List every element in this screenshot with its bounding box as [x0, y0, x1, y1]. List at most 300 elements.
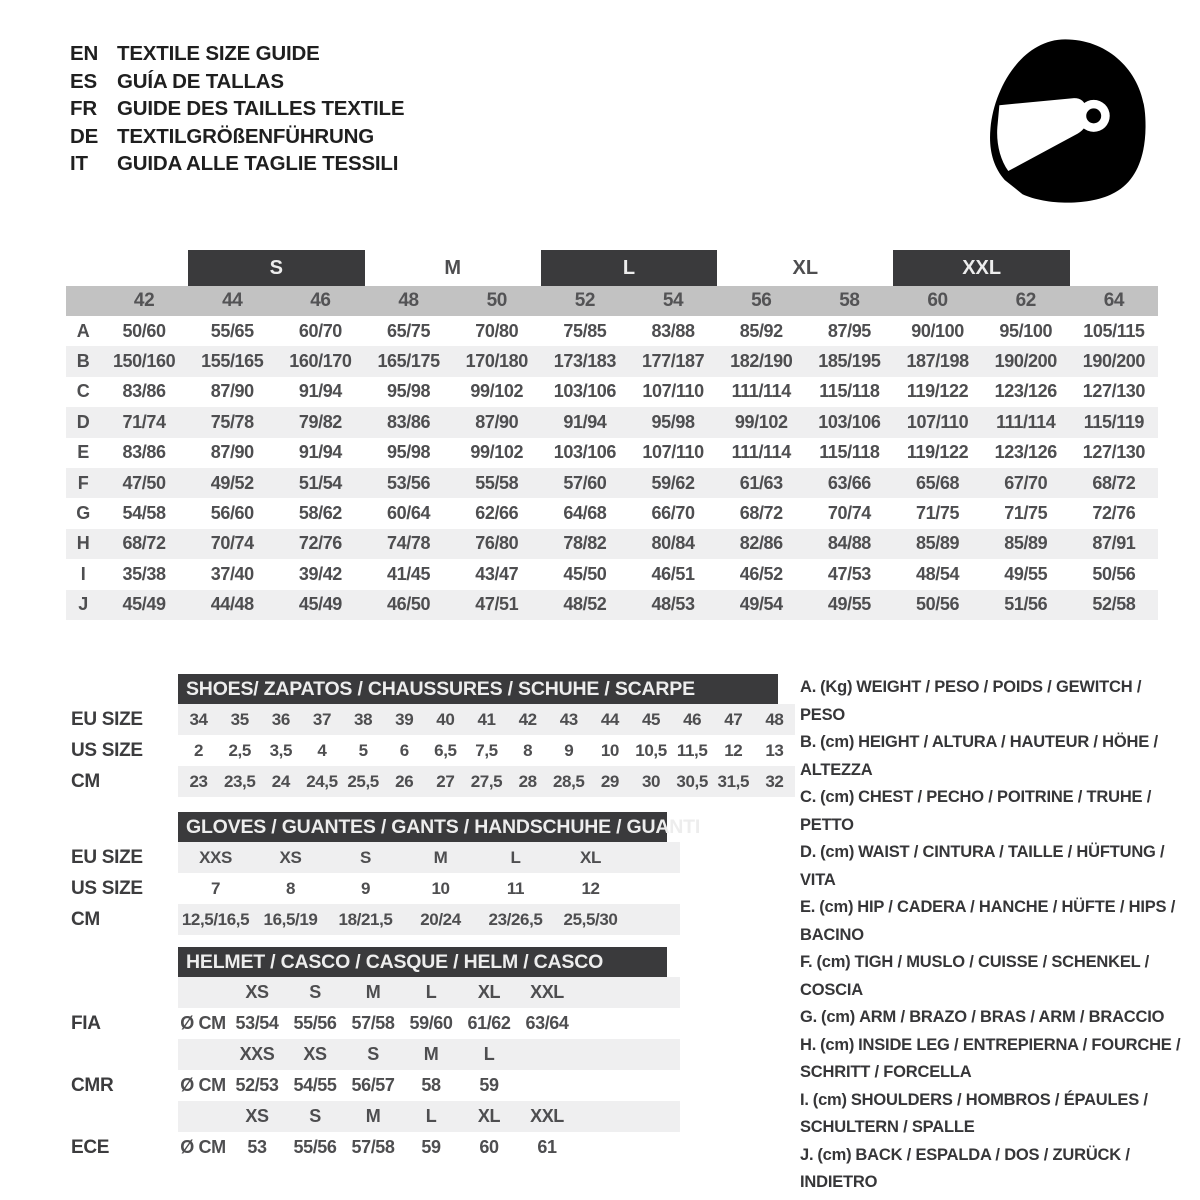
size-value: 47: [724, 709, 743, 729]
legend-item: [800, 894, 1192, 949]
helmet-size-table: [66, 947, 680, 1163]
size-value: 57/60: [563, 472, 607, 493]
size-value: 48/52: [563, 594, 607, 615]
size-value: 85/89: [916, 533, 960, 554]
helmet-size-label: M: [423, 1044, 439, 1064]
helmet-table-row: [66, 1008, 680, 1039]
legend-item: [800, 1032, 1192, 1087]
size-value: L: [510, 847, 521, 867]
size-value: 123/126: [994, 381, 1057, 402]
measurement-row: [66, 559, 1158, 589]
language-code: IT: [70, 152, 88, 175]
row-label: E: [77, 442, 89, 463]
size-value: 87/90: [210, 442, 254, 463]
size-value: 66/70: [651, 503, 695, 524]
row-label: A: [76, 320, 90, 341]
numeric-size: 48: [398, 290, 419, 311]
legend-item: [800, 784, 1192, 839]
helmet-size-label: XL: [477, 982, 501, 1002]
legend-item: [800, 1004, 1192, 1032]
size-value: 91/94: [563, 411, 607, 432]
size-value: 26: [395, 771, 414, 791]
language-row: [70, 95, 404, 123]
size-value: 46: [683, 709, 702, 729]
size-value: 28,5: [553, 771, 585, 791]
size-value: 43: [559, 709, 578, 729]
size-value: 170/180: [465, 351, 528, 372]
diameter-label: Ø CM: [180, 1137, 226, 1157]
sub-table-row: [66, 842, 680, 873]
size-value: 72/76: [298, 533, 342, 554]
size-value: 177/187: [641, 351, 705, 372]
row-values: [178, 873, 680, 904]
size-value: 91/94: [298, 381, 342, 402]
helmet-rows: [66, 977, 680, 1163]
row-label: US SIZE: [71, 877, 143, 899]
size-value: 7: [210, 878, 221, 898]
size-value: 37/40: [210, 563, 254, 584]
legend-unit: (cm): [817, 1145, 852, 1164]
size-value: 111/114: [731, 381, 791, 402]
legend-key: C.: [800, 788, 817, 806]
size-value: 13: [765, 740, 784, 760]
size-value: 99/102: [470, 442, 524, 463]
helmet-size-value: 57/58: [351, 1013, 395, 1033]
size-value: 23,5: [223, 771, 256, 791]
size-value: XXS: [199, 847, 232, 867]
legend-unit: (Kg): [820, 678, 853, 696]
size-value: 18/21,5: [338, 909, 393, 929]
row-values: [178, 977, 680, 1008]
size-value: 83/88: [651, 320, 695, 341]
helmet-size-label: M: [365, 982, 381, 1002]
size-value: 111/114: [996, 411, 1056, 432]
shoes-rows: [66, 704, 795, 797]
sub-table-row: [66, 873, 680, 904]
size-value: 71/74: [122, 411, 166, 432]
size-value: 16,5/19: [263, 909, 318, 929]
size-value: 87/90: [475, 411, 519, 432]
legend-key: D.: [800, 843, 817, 861]
legend-text: BACK / ESPALDA / DOS / ZURÜCK / INDIETRO: [800, 1145, 1130, 1191]
size-value: 9: [360, 878, 371, 898]
helmet-size-label: L: [425, 982, 437, 1002]
size-value: 36: [271, 709, 290, 729]
size-value: 83/86: [387, 411, 431, 432]
sub-table-row: [66, 704, 795, 735]
size-value: 68/72: [739, 503, 783, 524]
size-value: 160/170: [289, 351, 352, 372]
size-value: 48/53: [651, 594, 695, 615]
size-value: 68/72: [1092, 472, 1136, 493]
legend-unit: (cm): [819, 898, 854, 916]
standard-label: ECE: [71, 1136, 110, 1158]
helmet-size-label: XS: [245, 1106, 269, 1126]
size-value: 23: [189, 771, 208, 791]
numeric-size: 44: [222, 290, 243, 311]
legend-unit: (cm): [816, 953, 851, 971]
language-code: FR: [70, 97, 97, 120]
language-title: TEXTILGRÖßENFÜHRUNG: [117, 124, 374, 148]
helmet-size-value: 53: [247, 1137, 267, 1157]
size-value: 90/100: [911, 320, 964, 341]
helmet-table-row: [66, 1101, 680, 1132]
size-value: 99/102: [470, 381, 524, 402]
helmet-size-label: S: [309, 1106, 321, 1126]
size-value: 10: [600, 740, 619, 760]
size-value: 59/62: [651, 472, 695, 493]
size-value: 30,5: [676, 771, 708, 791]
helmet-size-label: XS: [245, 982, 269, 1002]
row-values: [178, 766, 795, 797]
measurement-row: [66, 407, 1158, 437]
size-value: 115/118: [819, 442, 880, 463]
size-value: 44/48: [210, 594, 254, 615]
row-label: D: [76, 411, 90, 432]
measurement-row: [66, 468, 1158, 498]
size-value: 103/106: [818, 411, 881, 432]
size-value: 38: [354, 709, 373, 729]
size-value: 41/45: [387, 563, 431, 584]
size-value: 24: [271, 771, 290, 791]
legend-key: J.: [800, 1145, 814, 1164]
gloves-table-title: GLOVES / GUANTES / GANTS / HANDSCHUHE / GUANTI: [178, 812, 667, 842]
row-label: H: [76, 533, 90, 554]
numeric-size: 60: [927, 290, 948, 311]
measurement-row: [66, 529, 1158, 559]
size-value: 51/54: [298, 472, 342, 493]
language-title-list: [70, 40, 404, 178]
standard-label: CMR: [71, 1074, 114, 1096]
size-value: 10: [431, 878, 450, 898]
helmet-size-label: M: [365, 1106, 381, 1126]
sub-table-row: [66, 904, 680, 935]
size-value: 35: [230, 709, 249, 729]
helmet-size-value: 53/54: [235, 1013, 279, 1033]
size-value: 95/98: [387, 442, 431, 463]
size-value: 63/66: [827, 472, 871, 493]
numeric-size: 58: [839, 290, 860, 311]
size-value: 74/78: [387, 533, 431, 554]
helmet-size-label: XXS: [239, 1044, 275, 1064]
size-value: 67/70: [1004, 472, 1048, 493]
size-value: 25,5/30: [563, 909, 618, 929]
size-value: 127/130: [1082, 381, 1146, 402]
size-value: 2: [194, 740, 204, 760]
helmet-size-label: XS: [303, 1044, 327, 1064]
size-value: 91/94: [298, 442, 342, 463]
size-value: 35/38: [122, 563, 166, 584]
size-value: 12: [724, 740, 743, 760]
size-value: 115/118: [819, 381, 880, 402]
size-value: 8: [523, 740, 533, 760]
size-value: 7,5: [475, 740, 498, 760]
size-value: 70/74: [827, 503, 871, 524]
size-value: XL: [580, 847, 601, 867]
helmet-size-value: 61/62: [467, 1013, 511, 1033]
size-value: 37: [312, 709, 332, 729]
helmet-table-title: HELMET / CASCO / CASQUE / HELM / CASCO: [178, 947, 667, 977]
legend-unit: (cm): [820, 1035, 855, 1054]
gloves-size-table: [66, 812, 701, 935]
helmet-size-value: 57/58: [351, 1137, 395, 1157]
legend-key: G.: [800, 1008, 818, 1026]
legend-unit: (cm): [821, 1008, 856, 1026]
size-value: 99/102: [734, 411, 788, 432]
legend-item: [800, 674, 1192, 729]
size-value: 64/68: [563, 503, 607, 524]
helmet-size-label: XXL: [530, 982, 564, 1002]
size-value: 65/68: [916, 472, 960, 493]
legend-key: I.: [800, 1090, 809, 1109]
helmet-size-label: S: [367, 1044, 379, 1064]
size-value: 62/66: [475, 503, 519, 524]
size-value: 87/95: [827, 320, 871, 341]
size-value: 3,5: [269, 740, 293, 760]
legend-text: HEIGHT / ALTURA / HAUTEUR / HÖHE / ALTEZZA: [800, 733, 1158, 779]
size-value: 8: [285, 878, 296, 898]
size-value: 45/50: [563, 563, 607, 584]
row-label: EU SIZE: [71, 708, 143, 730]
numeric-size: 64: [1103, 290, 1125, 311]
size-value: 71/75: [1004, 503, 1048, 524]
row-values: [178, 704, 795, 735]
language-row: [70, 68, 404, 96]
size-value: 20/24: [420, 909, 461, 929]
legend-key: E.: [800, 898, 816, 916]
size-value: 119/122: [906, 442, 969, 463]
row-label: CM: [71, 908, 100, 930]
legend-unit: (cm): [820, 788, 855, 806]
legend-key: H.: [800, 1035, 817, 1054]
measurement-row: [66, 498, 1158, 528]
size-group-xxl: XXL: [893, 250, 1069, 286]
size-value: 60/64: [387, 503, 431, 524]
size-value: 47/53: [827, 563, 871, 584]
size-value: XS: [279, 847, 302, 867]
measurement-legend: [800, 674, 1192, 1197]
helmet-size-value: 55/56: [293, 1013, 337, 1033]
row-values: [178, 1008, 680, 1039]
helmet-size-value: 55/56: [293, 1137, 337, 1157]
size-value: 78/82: [563, 533, 607, 554]
legend-key: F.: [800, 953, 813, 971]
size-value: 70/74: [210, 533, 254, 554]
numeric-size: 50: [486, 290, 507, 311]
language-title: TEXTILE SIZE GUIDE: [117, 42, 320, 65]
size-value: 105/115: [1083, 320, 1145, 341]
language-title: GUÍA DE TALLAS: [117, 69, 284, 93]
helmet-table-row: [66, 1039, 680, 1070]
helmet-size-value: 59: [421, 1137, 441, 1157]
row-label: F: [77, 472, 89, 493]
size-value: 27,5: [470, 771, 503, 791]
size-group-m: M: [444, 256, 461, 279]
numeric-size: 46: [310, 290, 331, 311]
size-value: 182/190: [730, 351, 793, 372]
numeric-size: 54: [662, 290, 684, 311]
language-row: [70, 123, 404, 151]
row-values: [178, 735, 795, 766]
size-value: 187/198: [906, 351, 969, 372]
size-group-s: S: [188, 250, 364, 286]
diameter-label: Ø CM: [180, 1013, 226, 1033]
numeric-size-row: [66, 286, 1158, 316]
size-value: 50/60: [122, 320, 166, 341]
size-value: 49/55: [827, 594, 871, 615]
size-value: 25,5: [347, 771, 379, 791]
size-value: 123/126: [994, 442, 1057, 463]
helmet-size-label: XL: [477, 1106, 501, 1126]
helmet-table-row: [66, 1070, 680, 1101]
numeric-size: 62: [1015, 290, 1036, 311]
helmet-size-label: L: [483, 1044, 495, 1064]
size-value: 45: [641, 709, 661, 729]
size-value: 107/110: [642, 381, 704, 402]
size-value: 119/122: [906, 381, 969, 402]
size-value: 83/86: [122, 381, 166, 402]
size-value: 103/106: [553, 442, 617, 463]
size-value: 95/98: [651, 411, 695, 432]
row-label: US SIZE: [71, 739, 143, 761]
legend-text: WEIGHT / PESO / POIDS / GEWITCH / PESO: [800, 678, 1142, 724]
helmet-size-label: S: [309, 982, 321, 1002]
size-value: 9: [564, 740, 574, 760]
size-value: 155/165: [201, 351, 264, 372]
size-value: 47/51: [475, 594, 519, 615]
standard-label: FIA: [71, 1012, 101, 1034]
size-value: 29: [600, 771, 619, 791]
size-value: 12: [581, 878, 600, 898]
legend-unit: (cm): [820, 733, 855, 751]
row-label: B: [76, 351, 90, 372]
legend-key: B.: [800, 733, 817, 751]
size-value: 41: [477, 709, 496, 729]
row-values: [178, 842, 680, 873]
size-value: 5: [358, 740, 368, 760]
size-value: 165/175: [377, 351, 440, 372]
size-value: 23/26,5: [488, 909, 543, 929]
size-value: 68/72: [122, 533, 166, 554]
helmet-size-value: 60: [479, 1137, 499, 1157]
size-value: 60/70: [298, 320, 342, 341]
legend-unit: (cm): [812, 1090, 847, 1109]
size-value: 2,5: [228, 740, 251, 760]
size-value: 61/63: [739, 472, 783, 493]
row-label: G: [76, 503, 90, 524]
size-value: 190/200: [1082, 351, 1146, 372]
size-value: 56/60: [210, 503, 254, 524]
legend-item: [800, 949, 1192, 1004]
helmet-table-row: [66, 1132, 680, 1163]
size-value: 107/110: [642, 442, 704, 463]
size-value: 49/52: [210, 472, 254, 493]
size-value: 40: [436, 709, 455, 729]
measurement-row: [66, 346, 1158, 376]
helmet-size-value: 52/53: [235, 1075, 279, 1095]
size-value: 150/160: [112, 351, 176, 372]
language-code: DE: [70, 124, 99, 148]
legend-key: A.: [800, 678, 817, 696]
size-value: 82/86: [739, 533, 783, 554]
size-value: 87/91: [1092, 533, 1136, 554]
size-value: 34: [189, 709, 208, 729]
size-value: 11,5: [676, 740, 708, 760]
size-value: 95/98: [387, 381, 431, 402]
row-values: [178, 1039, 680, 1070]
size-value: 87/90: [210, 381, 254, 402]
legend-text: HIP / CADERA / HANCHE / HÜFTE / HIPS / BACINO: [800, 898, 1176, 944]
size-value: 53/56: [387, 472, 431, 493]
helmet-size-value: 54/55: [293, 1075, 337, 1095]
size-value: 44: [600, 709, 619, 729]
size-value: 46/51: [651, 563, 695, 584]
helmet-size-value: 59: [479, 1075, 499, 1095]
language-title: GUIDE DES TAILLES TEXTILE: [117, 97, 405, 120]
size-value: 79/82: [298, 411, 342, 432]
row-label: EU SIZE: [71, 846, 143, 868]
legend-item: [800, 839, 1192, 894]
helmet-table-row: [66, 977, 680, 1008]
size-value: 6,5: [434, 740, 457, 760]
size-value: 95/100: [999, 320, 1053, 341]
size-value: 28: [518, 771, 537, 791]
racing-helmet-icon: [978, 33, 1156, 213]
size-group-l: L: [541, 250, 717, 286]
helmet-size-value: 59/60: [409, 1013, 453, 1033]
size-value: 75/78: [210, 411, 254, 432]
helmet-size-value: 58: [421, 1075, 441, 1095]
size-value: 52/58: [1092, 594, 1136, 615]
language-code: EN: [70, 42, 99, 65]
size-value: 31,5: [717, 771, 750, 791]
helmet-size-value: 63/64: [525, 1013, 569, 1033]
size-value: 27: [436, 771, 455, 791]
size-value: 71/75: [916, 503, 960, 524]
row-label: J: [78, 594, 88, 615]
numeric-size: 56: [751, 290, 772, 311]
helmet-size-label: XXL: [530, 1106, 564, 1126]
size-value: 24,5: [306, 771, 338, 791]
size-value: 12,5/16,5: [181, 909, 250, 929]
size-value: 190/200: [994, 351, 1057, 372]
helmet-size-value: 56/57: [351, 1075, 395, 1095]
size-value: 45/49: [298, 594, 342, 615]
gloves-rows: [66, 842, 680, 935]
size-value: 30: [641, 771, 661, 791]
size-group-header-row: [66, 250, 1158, 286]
size-value: 10,5: [635, 740, 667, 760]
language-code: ES: [70, 69, 97, 93]
language-title: GUIDA ALLE TAGLIE TESSILI: [117, 152, 399, 175]
size-value: 65/75: [387, 320, 431, 341]
shoes-table-title: SHOES/ ZAPATOS / CHAUSSURES / SCHUHE / SCARPE: [178, 674, 778, 704]
size-value: S: [360, 847, 371, 867]
row-values: [178, 1101, 680, 1132]
size-value: 127/130: [1082, 442, 1146, 463]
row-values: [178, 1132, 680, 1163]
size-value: 49/55: [1004, 563, 1048, 584]
size-value: 49/54: [739, 594, 783, 615]
legend-item: [800, 1142, 1192, 1197]
size-value: 55/65: [210, 320, 254, 341]
size-value: 51/56: [1004, 594, 1048, 615]
size-value: 6: [399, 740, 409, 760]
language-row: [70, 40, 404, 68]
measurement-row: [66, 316, 1158, 346]
measurement-row: [66, 438, 1158, 468]
size-value: 58/62: [298, 503, 342, 524]
